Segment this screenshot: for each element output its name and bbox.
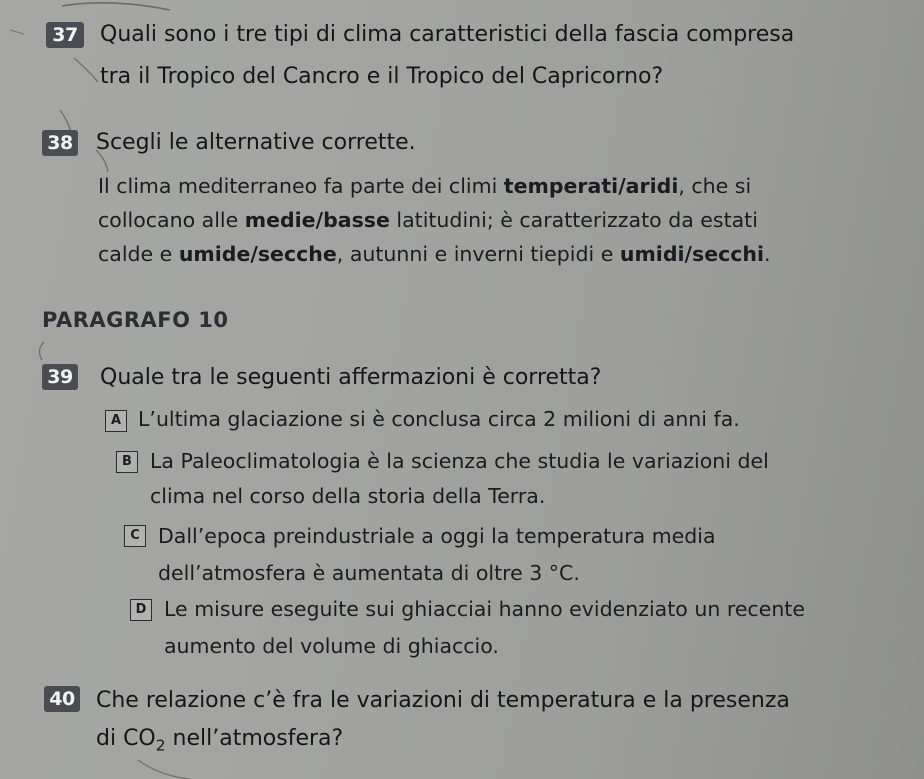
question-number-38: 38: [42, 130, 78, 156]
option-d-checkbox[interactable]: D: [130, 599, 152, 621]
option-c-line-2: dell’atmosfera è aumentata di oltre 3 °C.: [158, 561, 580, 585]
question-38-text-line-3: [98, 240, 771, 268]
subscript: 2: [155, 736, 166, 755]
question-40-line-1: Che relazione c’è fra le variazioni di temperatura e la presenza: [96, 688, 790, 713]
option-b-line-2: clima nel corso della storia della Terra.: [150, 484, 546, 508]
choice-umidi-secchi[interactable]: umidi/secchi: [619, 242, 765, 266]
option-c-checkbox[interactable]: C: [124, 525, 146, 547]
text-segment: calde e: [98, 242, 179, 266]
text-segment: di CO: [96, 726, 156, 751]
question-number-39: 39: [42, 364, 78, 390]
section-heading: PARAGRAFO 10: [42, 308, 229, 332]
question-number-37: 37: [46, 22, 84, 48]
option-b-line-1: La Paleoclimatologia è la scienza che studia le variazioni del: [150, 449, 769, 473]
question-number-40: 40: [44, 686, 80, 712]
text-segment: , che si: [678, 174, 752, 198]
option-d-line-2: aumento del volume di ghiaccio.: [164, 634, 499, 658]
question-38-text-line-1: [98, 172, 751, 200]
question-39-title: Quale tra le seguenti affermazioni è corretta?: [100, 365, 602, 390]
text-segment: collocano alle: [98, 208, 245, 232]
text-segment: , autunni e inverni tiepidi e: [336, 242, 620, 266]
text-segment: nell’atmosfera?: [165, 726, 344, 751]
choice-medie-basse[interactable]: medie/basse: [244, 208, 390, 232]
option-a-checkbox[interactable]: A: [105, 410, 127, 432]
choice-umide-secche[interactable]: umide/secche: [178, 242, 337, 266]
question-37-line-1: Quali sono i tre tipi di clima caratteristici della fascia compresa: [100, 22, 795, 47]
option-b-checkbox[interactable]: B: [116, 451, 138, 473]
question-38-title: Scegli le alternative corrette.: [96, 130, 416, 155]
option-c-line-1: Dall’epoca preindustriale a oggi la temperatura media: [158, 524, 716, 548]
question-37-line-2: tra il Tropico del Cancro e il Tropico del Capricorno?: [100, 64, 664, 89]
question-40-line-2: [96, 722, 343, 762]
question-38-text-line-2: [98, 206, 758, 234]
text-segment: Il clima mediterraneo fa parte dei climi: [98, 174, 504, 198]
choice-temperati-aridi[interactable]: temperati/aridi: [503, 174, 679, 198]
option-a-line-1: L’ultima glaciazione si è conclusa circa 2 milioni di anni fa.: [138, 407, 740, 431]
text-segment: latitudini; è caratterizzato da estati: [389, 208, 758, 232]
text-segment: .: [764, 242, 771, 266]
option-d-line-1: Le misure eseguite sui ghiacciai hanno evidenziato un recente: [164, 597, 805, 621]
